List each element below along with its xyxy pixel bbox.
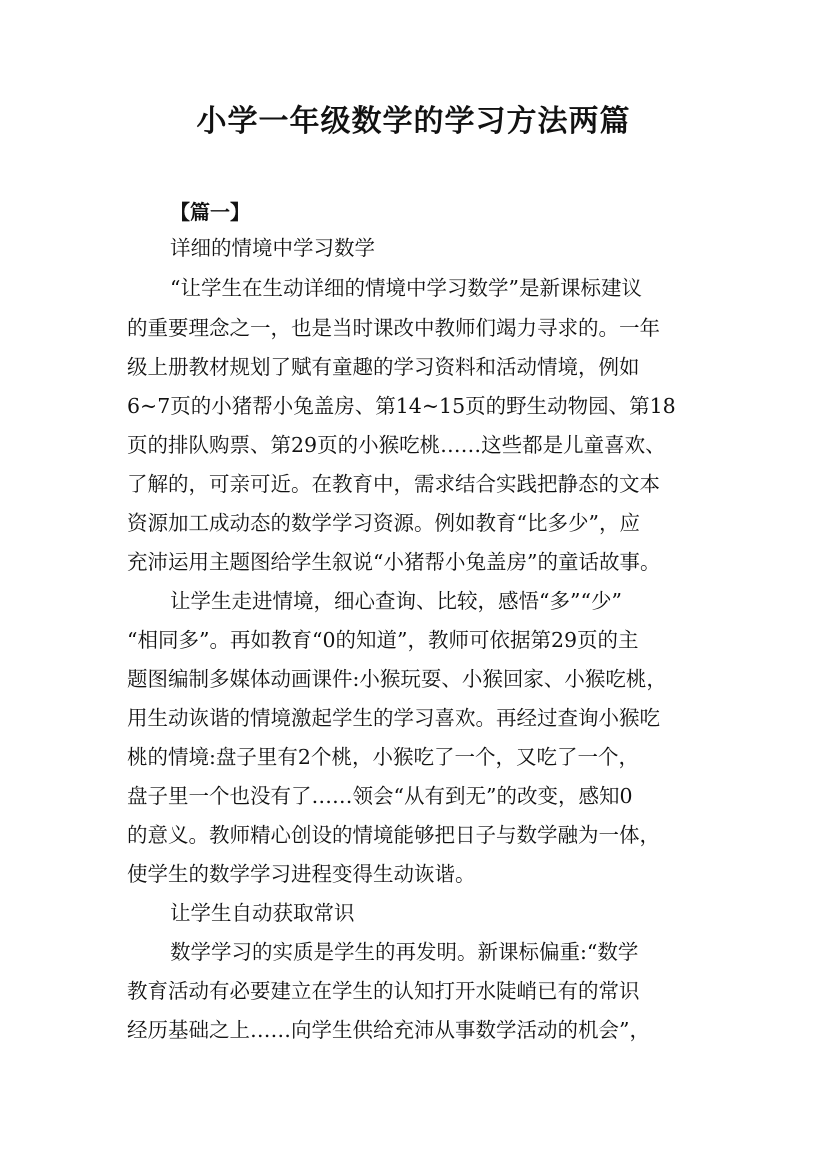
paragraph-line: 桃的情境:盘子里有2个桃，小猴吃了一个，又吃了一个， [127,745,639,769]
paragraph-line: 数学学习的实质是学生的再发明。新课标偏重:“数学 [170,940,639,964]
paragraph-line: 的意义。教师精心创设的情境能够把日子与数学融为一体， [127,823,660,847]
paragraph-line: 让学生走进情境，细心查询、比较，感悟“多”“少” [170,589,622,613]
section-heading-2: 让学生自动获取常识 [170,901,355,925]
paragraph-line: “让学生在生动详细的情境中学习数学”是新课标建议 [170,276,642,300]
paragraph-line: 盘子里一个也没有了……领会“从有到无”的改变，感知0 [127,784,633,808]
paragraph-line: 用生动诙谐的情境激起学生的学习喜欢。再经过查询小猴吃 [127,706,660,730]
paragraph-line: 充沛运用主题图给学生叙说“小猪帮小兔盖房”的童话故事。 [127,550,661,574]
paragraph-line: 教育活动有必要建立在学生的认知打开水陡峭已有的常识 [127,979,640,1003]
document-title: 小学一年级数学的学习方法两篇 [196,104,631,139]
paragraph-line: 级上册教材规划了赋有童趣的学习资料和活动情境，例如 [127,355,640,379]
paragraph-line: 的重要理念之一，也是当时课改中教师们竭力寻求的。一年 [127,316,660,340]
paragraph-line: 了解的，可亲可近。在教育中，需求结合实践把静态的文本 [127,472,660,496]
paragraph-line: 经历基础之上……向学生供给充沛从事数学活动的机会”， [127,1018,650,1042]
paragraph-line: 题图编制多媒体动画课件:小猴玩耍、小猴回家、小猴吃桃， [127,667,667,691]
paragraph-line: 页的排队购票、第29页的小猴吃桃……这些都是儿童喜欢、 [127,433,666,457]
paragraph-line: 使学生的数学学习进程变得生动诙谐。 [127,862,476,886]
paragraph-line: “相同多”。再如教育“0的知道”，教师可依据第29页的主 [127,628,639,652]
paragraph-line: 6~7页的小猪帮小兔盖房、第14~15页的野生动物园、第18 [127,394,676,418]
section-label: 【篇一】 [170,200,250,224]
section-heading-1: 详细的情境中学习数学 [170,236,375,260]
paragraph-line: 资源加工成动态的数学学习资源。例如教育“比多少”，应 [127,511,640,535]
